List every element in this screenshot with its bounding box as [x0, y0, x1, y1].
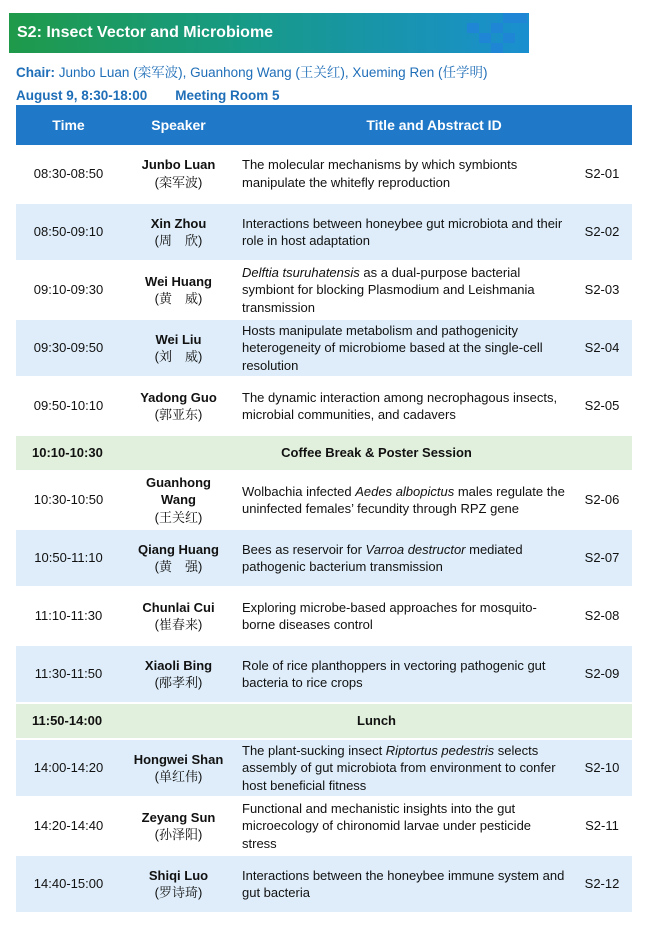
table-row — [16, 529, 632, 587]
talk-title: The molecular mechanisms by which symbionts manipulate the whitefly reproduction — [236, 145, 572, 203]
talk-title: Role of rice planthoppers in vectoring pathogenic gut bacteria to rice crops — [236, 645, 572, 703]
abstract-id: S2-08 — [572, 587, 632, 645]
talk-time: 11:10-11:30 — [16, 587, 121, 645]
checker-decoration — [467, 13, 527, 53]
speaker-chinese-name: (单红伟) — [154, 769, 203, 784]
talk-title: Functional and mechanistic insights into the gut microecology of chironomid larvae under pesticide stress — [236, 797, 572, 855]
talk-time: 09:30-09:50 — [16, 319, 121, 377]
title-italic-part: Varroa destructor — [365, 541, 466, 557]
talk-title: Hosts manipulate metabolism and pathogenicity heterogeneity of microbiome based at the single-cell resolution — [236, 319, 572, 377]
talk-speaker — [121, 145, 236, 203]
chair-names: Junbo Luan (栾军波), Guanhong Wang (王关红), Xueming Ren (任学明) — [58, 65, 488, 80]
title-rest-part: selects assembly of gut microbiota from environment to confer host beneficial fitness — [242, 742, 556, 793]
speaker-name: Zeyang Sun — [141, 809, 216, 825]
table-row — [16, 797, 632, 855]
speaker-chinese-name: (黄 强) — [154, 559, 203, 574]
abstract-id: S2-10 — [572, 739, 632, 797]
break-row — [16, 703, 632, 739]
talk-title: The dynamic interaction among necrophagous insects, microbial communities, and cadavers — [236, 377, 572, 435]
table-row — [16, 645, 632, 703]
speaker-name: Shiqi Luo — [148, 867, 209, 883]
column-header-time: Time — [16, 105, 121, 145]
talk-time: 10:30-10:50 — [16, 471, 121, 529]
abstract-id: S2-05 — [572, 377, 632, 435]
table-row — [16, 855, 632, 913]
session-date-time: August 9, 8:30-18:00 — [16, 88, 148, 103]
meeting-room: Meeting Room 5 — [175, 88, 280, 103]
talk-speaker — [121, 377, 236, 435]
talk-time: 14:20-14:40 — [16, 797, 121, 855]
talk-title — [236, 529, 572, 587]
talk-speaker — [121, 855, 236, 913]
abstract-id: S2-09 — [572, 645, 632, 703]
abstract-id: S2-07 — [572, 529, 632, 587]
talk-speaker — [121, 471, 236, 529]
talk-speaker — [121, 529, 236, 587]
abstract-id: S2-12 — [572, 855, 632, 913]
talk-time: 08:30-08:50 — [16, 145, 121, 203]
chair-line — [16, 61, 487, 81]
abstract-id: S2-01 — [572, 145, 632, 203]
talk-speaker — [121, 587, 236, 645]
speaker-chinese-name: (栾军波) — [154, 174, 203, 190]
abstract-id: S2-02 — [572, 203, 632, 261]
speaker-name: Junbo Luan — [141, 157, 216, 172]
talk-title: Interactions between honeybee gut microbiota and their role in host adaptation — [236, 203, 572, 261]
talk-time: 14:40-15:00 — [16, 855, 121, 913]
talk-title: Exploring microbe-based approaches for mosquito-borne diseases control — [236, 587, 572, 645]
speaker-chinese-name: (崔春来) — [154, 617, 203, 632]
speaker-chinese-name: (周 欣) — [154, 233, 203, 248]
talk-time: 09:50-10:10 — [16, 377, 121, 435]
speaker-chinese-name: (刘 威) — [154, 349, 203, 364]
title-rest-part: as a dual-purpose bacterial symbiont for blocking Plasmodium and Leishmania transmission — [242, 264, 535, 315]
title-pre-part: Wolbachia infected — [242, 483, 356, 499]
speaker-name: Chunlai Cui — [142, 599, 215, 615]
talk-time: 14:00-14:20 — [16, 739, 121, 797]
title-italic-part: Delftia tsuruhatensis — [242, 264, 360, 280]
speaker-name: Hongwei Shan — [133, 751, 224, 767]
speaker-name: Xin Zhou — [150, 215, 207, 231]
speaker-name: Guanhong Wang — [146, 474, 211, 508]
session-banner — [9, 13, 529, 53]
talk-speaker — [121, 645, 236, 703]
speaker-chinese-name: (邴孝利) — [154, 675, 203, 690]
table-row — [16, 261, 632, 319]
table-row — [16, 587, 632, 645]
table-row — [16, 145, 632, 203]
title-italic-part: Aedes albopictus — [355, 483, 455, 499]
title-pre-part: The plant-sucking insect — [242, 742, 386, 758]
speaker-chinese-name: (孙泽阳) — [154, 827, 203, 842]
column-header-title: Title and Abstract ID — [236, 105, 632, 145]
session-title: S2: Insect Vector and Microbiome — [17, 24, 274, 41]
speaker-chinese-name: (郭亚东) — [154, 407, 203, 422]
table-row — [16, 739, 632, 797]
abstract-id: S2-03 — [572, 261, 632, 319]
talk-time: 08:50-09:10 — [16, 203, 121, 261]
break-time: 11:50-14:00 — [16, 703, 121, 739]
talk-speaker — [121, 739, 236, 797]
speaker-name: Wei Liu — [155, 331, 202, 347]
schedule-table — [16, 105, 632, 914]
talk-time: 09:10-09:30 — [16, 261, 121, 319]
table-row — [16, 471, 632, 529]
talk-speaker — [121, 261, 236, 319]
talk-time: 11:30-11:50 — [16, 645, 121, 703]
speaker-name: Qiang Huang — [138, 541, 219, 557]
talk-time: 10:50-11:10 — [16, 529, 121, 587]
table-row — [16, 377, 632, 435]
speaker-name: Yadong Guo — [140, 389, 217, 405]
talk-title — [236, 261, 572, 319]
abstract-id: S2-04 — [572, 319, 632, 377]
speaker-name: Wei Huang — [145, 273, 212, 289]
speaker-name: Xiaoli Bing — [144, 657, 213, 673]
talk-title: Interactions between the honeybee immune system and gut bacteria — [236, 855, 572, 913]
speaker-chinese-name: (罗诗琦) — [154, 885, 203, 900]
title-pre-part: Bees as reservoir for — [242, 541, 366, 557]
abstract-id: S2-11 — [572, 797, 632, 855]
break-label: Coffee Break & Poster Session — [121, 435, 632, 471]
talk-speaker — [121, 319, 236, 377]
title-rest-part: mediated pathogenic bacterium transmission — [242, 541, 523, 574]
speaker-chinese-name: (王关红) — [154, 509, 203, 525]
table-header-row — [16, 105, 632, 145]
abstract-id: S2-06 — [572, 471, 632, 529]
break-label: Lunch — [121, 703, 632, 739]
talk-title — [236, 739, 572, 797]
table-row — [16, 319, 632, 377]
title-italic-part: Riptortus pedestris — [385, 742, 495, 758]
column-header-speaker: Speaker — [121, 105, 236, 145]
title-rest-part: males regulate the uninfected females’ fecundity through RPZ gene — [242, 483, 565, 516]
speaker-chinese-name: (黄 威) — [154, 291, 203, 306]
table-row — [16, 203, 632, 261]
break-time: 10:10-10:30 — [16, 435, 121, 471]
date-line — [16, 88, 280, 103]
talk-speaker — [121, 203, 236, 261]
talk-title — [236, 471, 572, 529]
chair-label: Chair: — [16, 65, 56, 80]
break-row — [16, 435, 632, 471]
talk-speaker — [121, 797, 236, 855]
